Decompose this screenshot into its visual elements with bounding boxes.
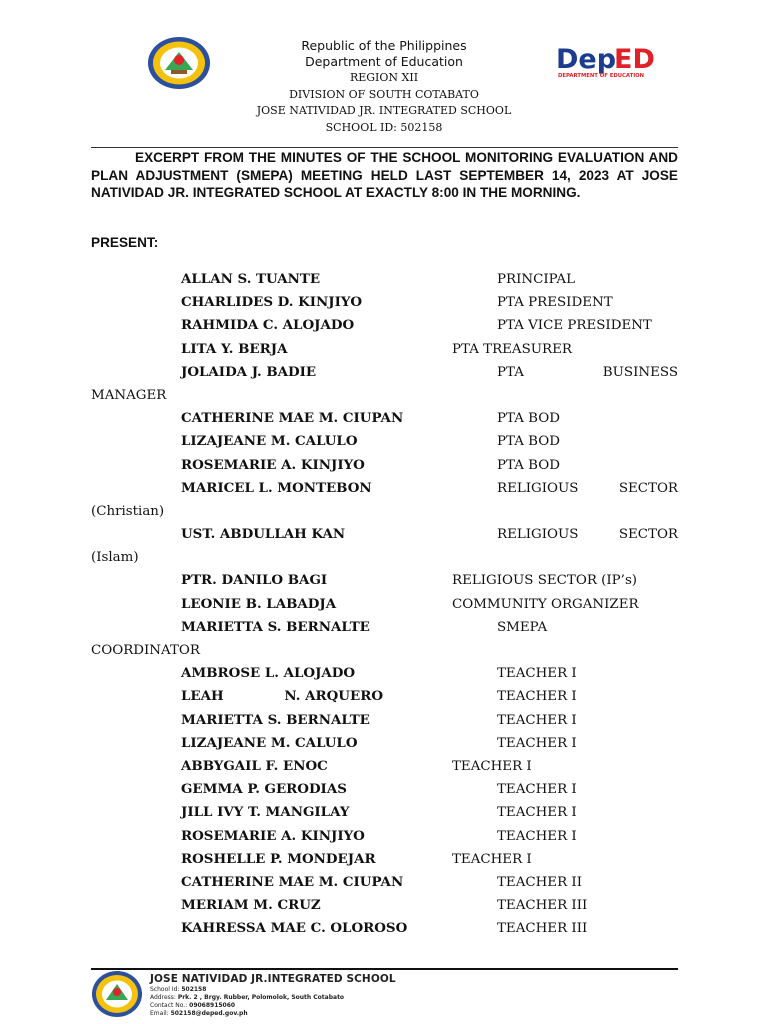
attendee-name: UST. ABDULLAH KAN <box>181 526 346 543</box>
attendee-name: ROSEMARIE A. KINJIYO <box>181 456 365 473</box>
attendee-name: LITA Y. BERJA <box>181 340 288 357</box>
attendee-role-part: SECTOR <box>618 527 678 543</box>
footer-label: Email: <box>150 1010 171 1017</box>
attendee-role: PTA BOD <box>497 411 560 427</box>
attendee-role-continuation: (Christian) <box>91 503 165 519</box>
attendee-row <box>0 454 768 477</box>
region-line: REGION XII <box>349 71 419 84</box>
attendee-name: ROSHELLE P. MONDEJAR <box>181 850 376 867</box>
attendee-row <box>0 593 768 616</box>
attendee-role: PTA TREASURER <box>452 341 572 357</box>
attendee-row <box>0 291 768 314</box>
svg-text:DEPARTMENT OF EDUCATION: DEPARTMENT OF EDUCATION <box>558 73 645 79</box>
attendee-role: TEACHER III <box>497 898 588 914</box>
attendee-role: PRINCIPAL <box>497 272 575 287</box>
attendee-role: TEACHER II <box>497 874 582 890</box>
attendee-role-part: SECTOR <box>618 480 678 496</box>
attendee-name: LIZAJEANE M. CALULO <box>181 433 358 450</box>
attendee-role-continuation: MANAGER <box>91 387 167 403</box>
attendee-name <box>181 685 383 708</box>
attendee-role <box>497 361 678 384</box>
attendee-role: TEACHER I <box>452 758 532 774</box>
attendee-name: KAHRESSA MAE C. OLOROSO <box>181 920 408 937</box>
attendee-row <box>0 894 768 917</box>
attendee-name: MARIETTA S. BERNALTE <box>181 618 370 635</box>
footer-address <box>150 994 396 1002</box>
attendee-name: AMBROSE L. ALOJADO <box>181 665 356 682</box>
attendee-role: TEACHER I <box>497 689 577 705</box>
footer-school-seal-logo <box>91 970 143 1018</box>
attendee-role: TEACHER I <box>497 782 577 798</box>
footer-label: Address: <box>150 994 178 1001</box>
attendee-role-part: PTA <box>497 364 524 380</box>
attendee-name: GEMMA P. GERODIAS <box>181 781 347 798</box>
attendee-role: PTA PRESIDENT <box>497 295 613 311</box>
school-line: JOSE NATIVIDAD JR. INTEGRATED SCHOOL <box>256 104 512 117</box>
attendee-row <box>0 430 768 453</box>
footer-value: 502158 <box>181 986 207 993</box>
footer-value: 09068915060 <box>189 1002 236 1009</box>
attendee-roster <box>0 268 768 940</box>
attendee-name-part: LEAH <box>181 688 224 705</box>
attendee-row <box>0 523 768 546</box>
attendee-role-part: RELIGIOUS <box>497 527 579 543</box>
attendee-row-continuation <box>0 384 768 407</box>
attendee-role <box>497 523 678 546</box>
attendee-row <box>0 801 768 824</box>
footer-divider <box>91 968 678 970</box>
division-line: DIVISION OF SOUTH COTABATO <box>289 87 479 101</box>
attendee-role-part: RELIGIOUS <box>497 480 579 496</box>
attendee-role: TEACHER I <box>497 666 577 682</box>
attendee-name: RAHMIDA C. ALOJADO <box>181 317 355 334</box>
attendee-role: PTA VICE PRESIDENT <box>497 318 652 334</box>
footer-contact <box>150 1002 396 1010</box>
attendee-row <box>0 709 768 732</box>
attendee-role: COMMUNITY ORGANIZER <box>452 596 639 612</box>
attendee-row <box>0 917 768 940</box>
attendee-name: MARIETTA S. BERNALTE <box>181 711 370 728</box>
attendee-row <box>0 662 768 685</box>
attendee-role: PTA BOD <box>497 434 560 450</box>
footer-label: Contact No.: <box>150 1002 190 1009</box>
school-id-line: SCHOOL ID: 502158 <box>325 120 443 134</box>
attendee-name: CATHERINE MAE M. CIUPAN <box>181 410 404 427</box>
attendee-row <box>0 871 768 894</box>
department-line: Department of Education <box>305 54 463 69</box>
minutes-title <box>91 149 678 202</box>
footer-contact-block <box>150 972 396 1018</box>
attendee-name: MERIAM M. CRUZ <box>181 897 321 914</box>
deped-logo <box>556 44 672 80</box>
attendee-role: TEACHER I <box>497 735 577 751</box>
attendee-row <box>0 477 768 500</box>
attendee-role: TEACHER I <box>497 805 577 821</box>
attendee-row <box>0 732 768 755</box>
footer-school-name: JOSE NATIVIDAD JR.INTEGRATED SCHOOL <box>150 973 396 985</box>
attendee-role-continuation: (Islam) <box>91 550 139 566</box>
svg-text:ED: ED <box>614 44 655 75</box>
header-divider <box>91 147 678 148</box>
attendee-role: RELIGIOUS SECTOR (IP’s) <box>452 573 638 589</box>
attendee-role: TEACHER III <box>497 921 588 937</box>
attendee-row-continuation <box>0 546 768 569</box>
minutes-title-text: EXCERPT FROM THE MINUTES OF THE SCHOOL MONITORING EVALUATION AND PLAN ADJUSTMENT (SMEPA) MEETING HELD LAST SEPTEMBER 14, 2023 AT JOSE NATIVIDAD JR. INTEGRATED SCHOOL AT EXACTLY 8:00 IN THE MORNING. <box>91 150 678 200</box>
attendee-name: CHARLIDES D. KINJIYO <box>181 294 363 311</box>
attendee-row <box>0 848 768 871</box>
attendee-role: PTA BOD <box>497 457 560 473</box>
attendee-row <box>0 314 768 337</box>
attendee-row <box>0 685 768 708</box>
attendee-role-continuation: COORDINATOR <box>91 643 200 658</box>
attendee-name: MARICEL L. MONTEBON <box>181 479 372 496</box>
footer-value: 502158@deped.gov.ph <box>170 1010 248 1017</box>
country-line: Republic of the Philippines <box>301 38 467 53</box>
attendee-row <box>0 407 768 430</box>
footer-label: School Id: <box>150 986 182 993</box>
attendee-name: ABBYGAIL F. ENOC <box>181 757 328 774</box>
attendee-name-part: N. ARQUERO <box>284 688 383 705</box>
present-label: PRESENT: <box>91 235 159 250</box>
attendee-row <box>0 755 768 778</box>
footer-school-id <box>150 986 396 994</box>
letterhead <box>234 38 534 136</box>
footer-value: Prk. 2 , Brgy. Rubber, Polomolok, South Cotabato <box>177 994 345 1001</box>
attendee-name: LIZAJEANE M. CALULO <box>181 734 358 751</box>
attendee-row <box>0 338 768 361</box>
attendee-role-part: BUSINESS <box>602 364 678 380</box>
attendee-row-continuation <box>0 639 768 662</box>
attendee-role: TEACHER I <box>497 712 577 728</box>
attendee-name: LEONIE B. LABADJA <box>181 595 337 612</box>
footer-email <box>150 1010 396 1018</box>
attendee-row <box>0 569 768 592</box>
attendee-role: TEACHER I <box>452 851 532 867</box>
attendee-row <box>0 778 768 801</box>
attendee-row-continuation <box>0 500 768 523</box>
attendee-role <box>497 477 678 500</box>
attendee-name: PTR. DANILO BAGI <box>181 572 328 589</box>
attendee-name: CATHERINE MAE M. CIUPAN <box>181 873 404 890</box>
attendee-role: TEACHER I <box>497 828 577 844</box>
attendee-name: ALLAN S. TUANTE <box>181 271 321 287</box>
attendee-role: SMEPA <box>497 619 548 635</box>
school-seal-logo <box>147 36 211 90</box>
attendee-name: JOLAIDA J. BADIE <box>181 363 317 380</box>
svg-text:Dep: Dep <box>556 44 617 75</box>
attendee-name: ROSEMARIE A. KINJIYO <box>181 827 365 844</box>
attendee-row <box>0 616 768 639</box>
attendee-name: JILL IVY T. MANGILAY <box>181 804 350 821</box>
attendee-row <box>0 825 768 848</box>
attendee-row <box>0 361 768 384</box>
attendee-row <box>0 268 768 291</box>
